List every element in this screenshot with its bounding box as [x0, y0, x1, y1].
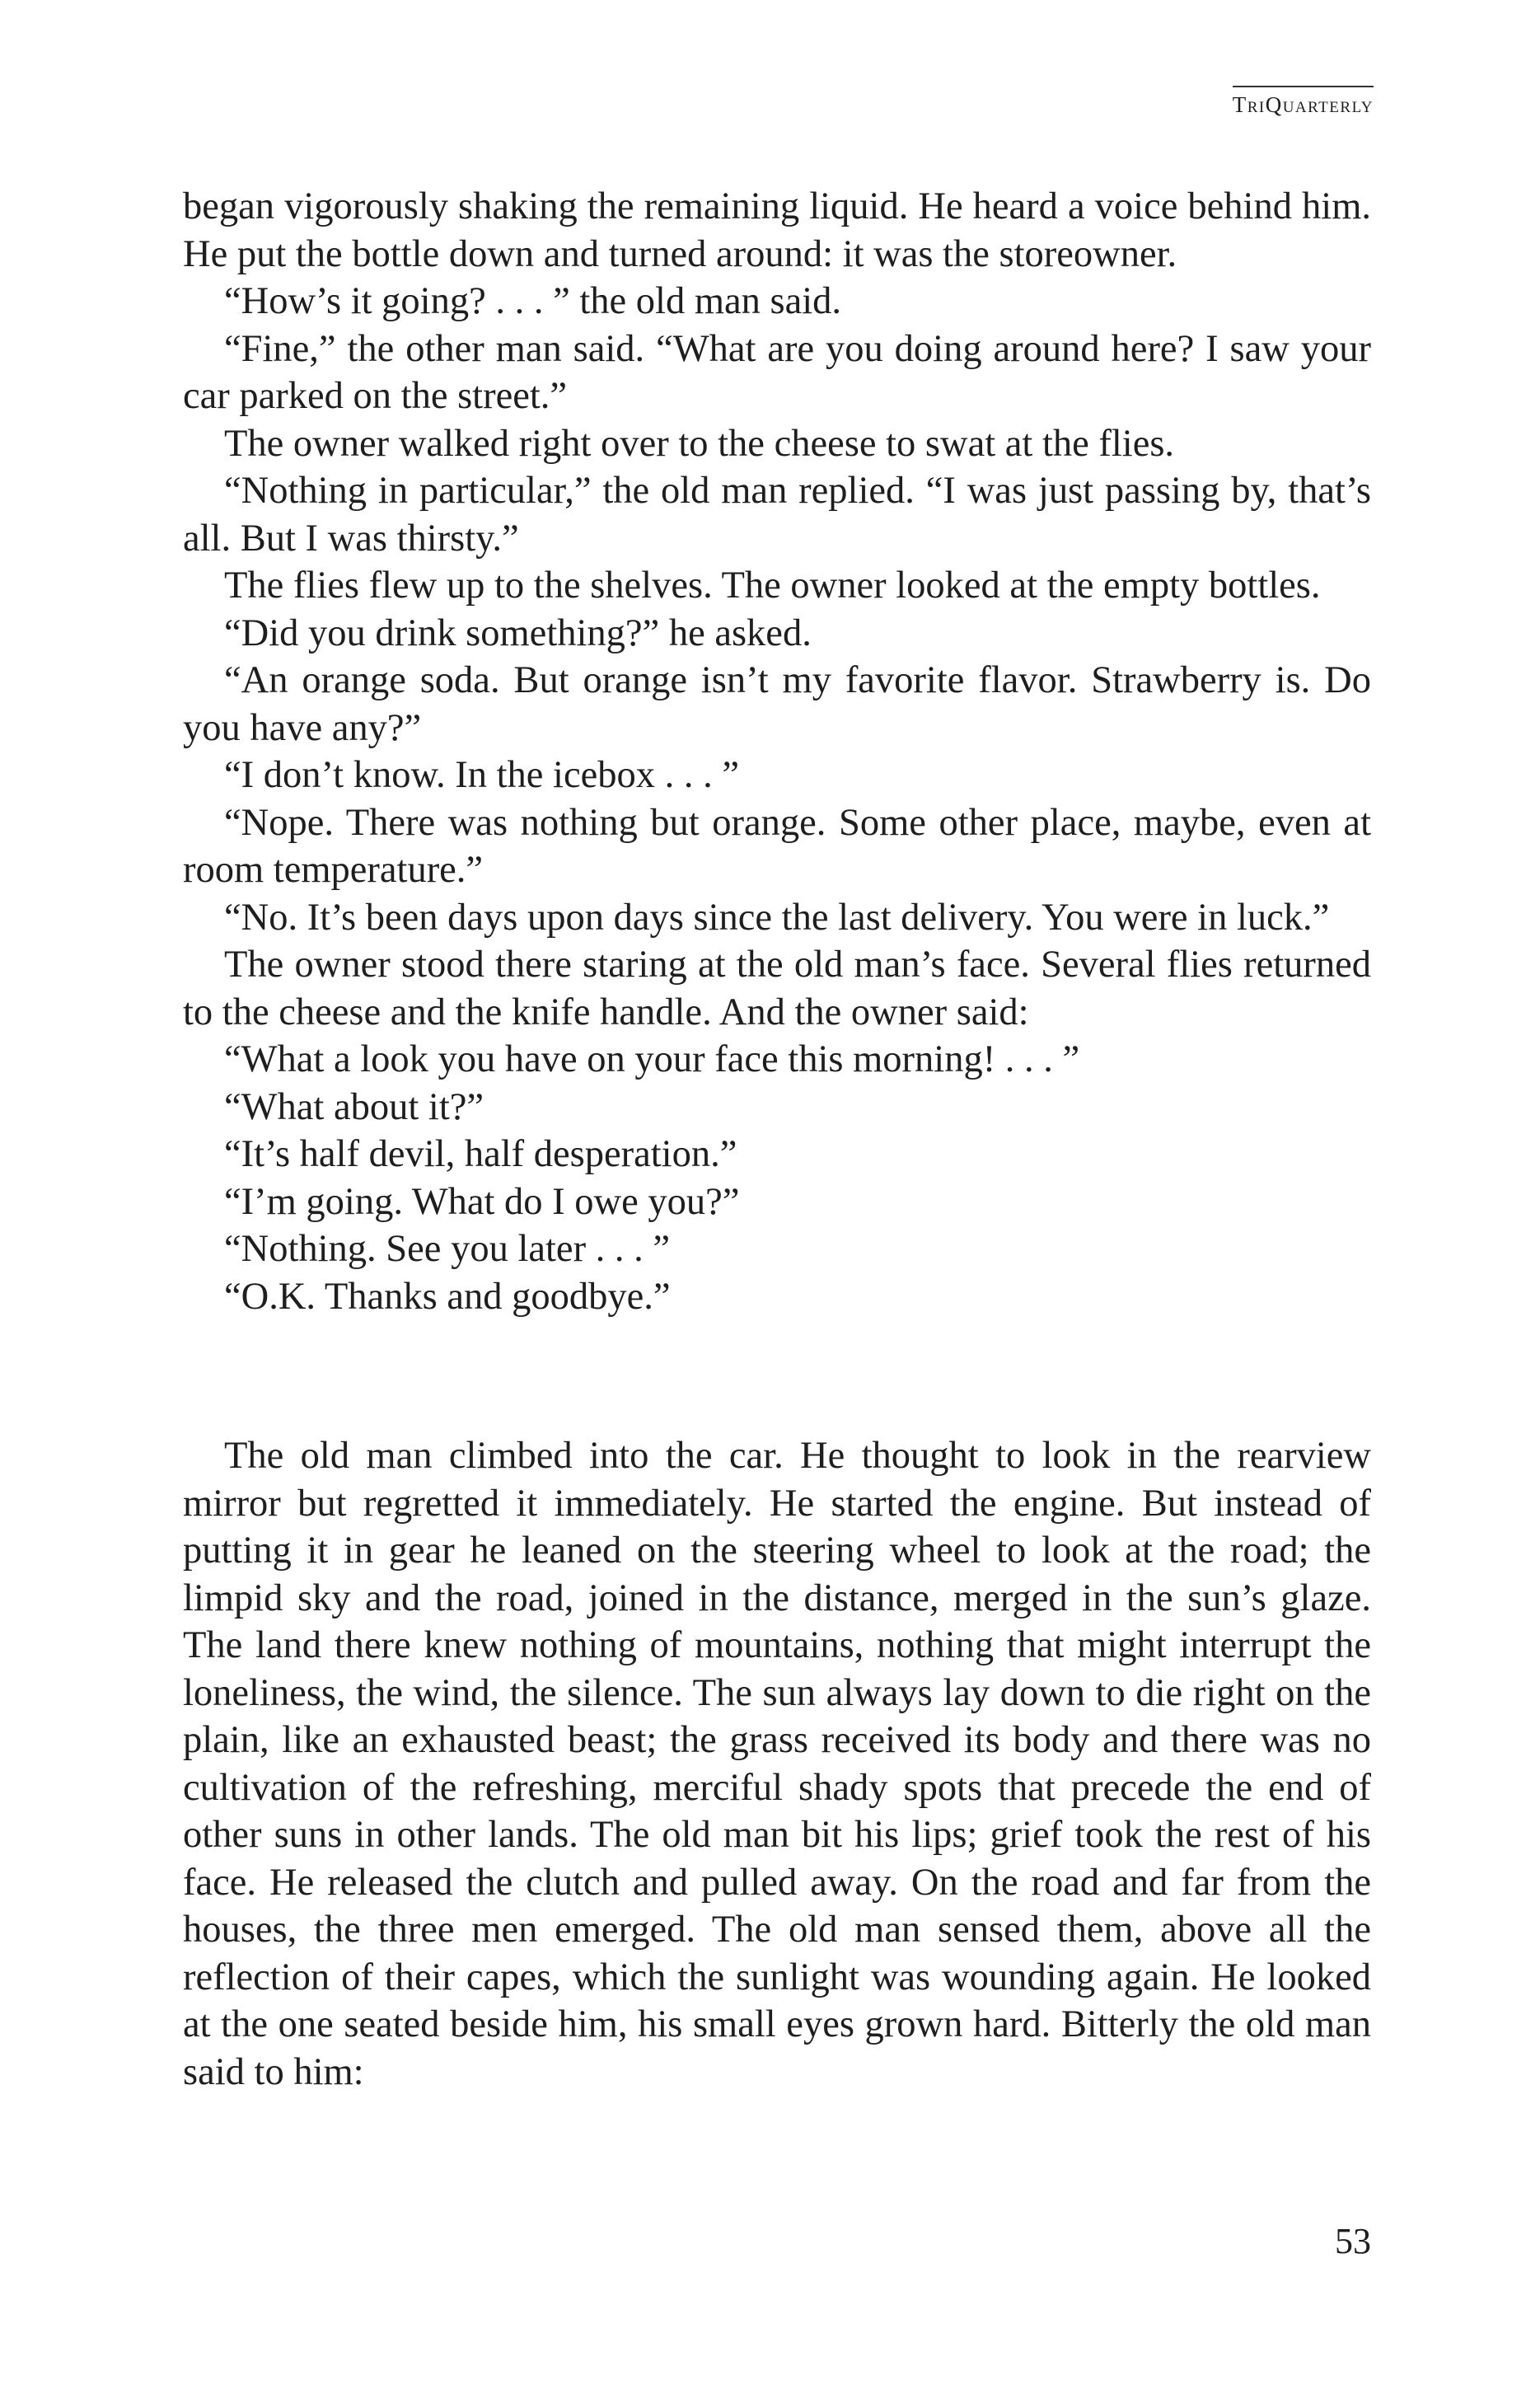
paragraph: began vigorously shaking the remaining liquid. He heard a voice behind him. He put the bottle down and turned around: it was the storeowner. [183, 185, 1371, 275]
paragraph: “I don’t know. In the icebox . . . ” [224, 754, 740, 796]
paragraph: The old man climbed into the car. He thought to look in the rearview mirror but regretted it immediately. He started the engine. But instead of putting it in gear he leaned on the steering wheel to look at the road; the limpid sky and the road, joined in the distance, merged in the sun’s glaze. The land there knew nothing of mountains, nothing that might interrupt the loneliness, the wind, the silence. The sun always lay down to die right on the plain, like an exhausted beast; the grass received its body and there was no cultivation of the refreshing, merciful shady spots that precede the end of other suns in other lands. The old man bit his lips; grief took the rest of his face. He released the clutch and pulled away. On the road and far from the houses, the three men emerged. The old man sensed them, above all the reflection of their capes, which the sunlight was wounding again. He looked at the one seated beside him, his small eyes grown hard. Bitterly the old man said to him: [183, 1435, 1371, 2093]
paragraph: The flies flew up to the shelves. The owner looked at the empty bottles. [224, 565, 1321, 607]
paragraph: “What about it?” [224, 1085, 484, 1128]
paragraph: “Nope. There was nothing but orange. Some other place, maybe, even at room temperature.” [183, 801, 1371, 891]
paragraph: “It’s half devil, half desperation.” [224, 1133, 737, 1175]
text-section-2 [183, 1432, 1371, 2096]
text-section-1 [183, 183, 1371, 1320]
paragraph: “How’s it going? . . . ” the old man said. [224, 280, 842, 322]
paragraph: “O.K. Thanks and goodbye.” [224, 1275, 671, 1318]
paragraph: “An orange soda. But orange isn’t my favorite flavor. Strawberry is. Do you have any?” [183, 659, 1371, 749]
page-number: 53 [1335, 2221, 1371, 2261]
paragraph: “Nothing. See you later . . . ” [224, 1228, 671, 1270]
paragraph: “No. It’s been days upon days since the last delivery. You were in luck.” [224, 896, 1330, 939]
paragraph: “What a look you have on your face this morning! . . . ” [224, 1038, 1080, 1080]
paragraph: “Did you drink something?” he asked. [224, 611, 812, 654]
paragraph: The owner stood there staring at the old man’s face. Several flies returned to the cheese and the knife handle. And the owner said: [183, 944, 1371, 1033]
paragraph: “Fine,” the other man said. “What are you doing around here? I saw your car parked on the street.” [183, 327, 1371, 417]
running-head: TriQuarterly [1233, 86, 1374, 116]
paragraph: “I’m going. What do I owe you?” [224, 1180, 740, 1223]
paragraph: The owner walked right over to the cheese to swat at the flies. [224, 422, 1175, 465]
paragraph: “Nothing in particular,” the old man replied. “I was just passing by, that’s all. But I was thirsty.” [183, 470, 1371, 560]
